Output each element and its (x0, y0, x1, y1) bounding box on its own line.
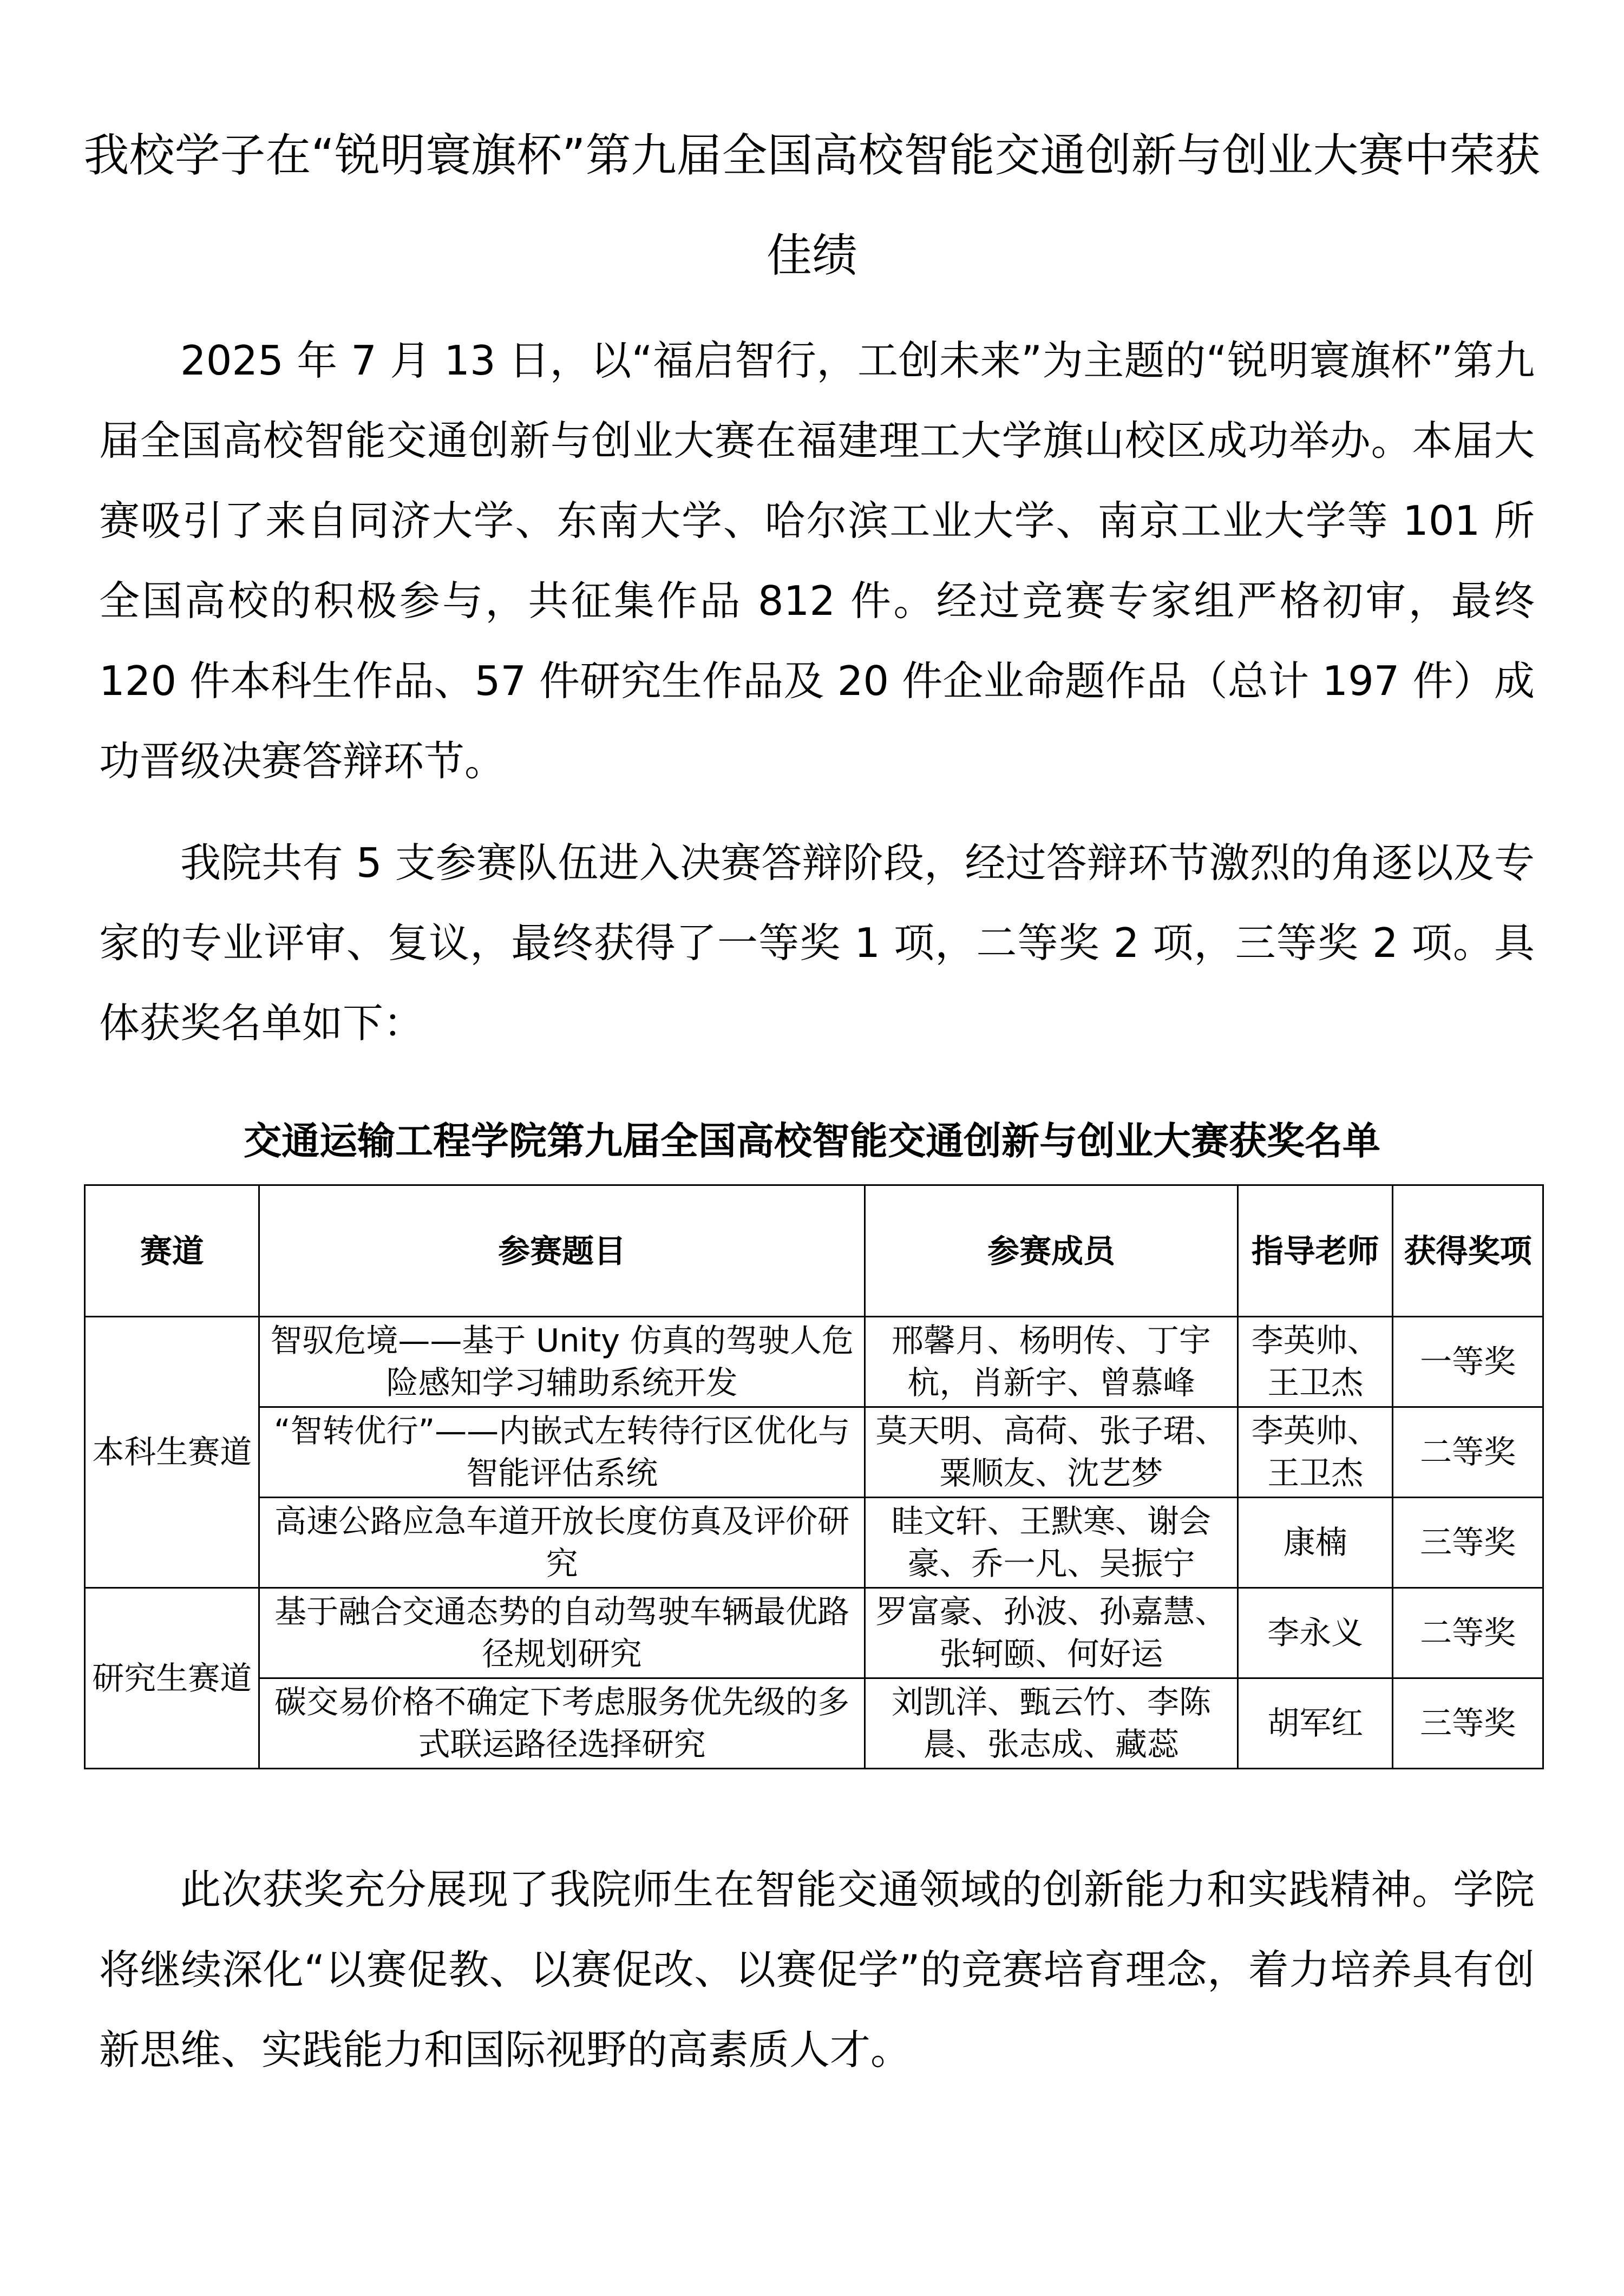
header-track: 赛道 (85, 1185, 259, 1317)
header-advisor: 指导老师 (1238, 1185, 1393, 1317)
table-row (85, 1588, 1543, 1678)
title-cell: 基于融合交通态势的自动驾驶车辆最优路径规划研究 (259, 1588, 865, 1678)
table-header-row (85, 1185, 1543, 1317)
award-cell: 三等奖 (1393, 1498, 1543, 1588)
advisor-cell: 李永义 (1238, 1588, 1393, 1678)
title-cell: “智转优行”——内嵌式左转待行区优化与智能评估系统 (259, 1407, 865, 1498)
award-cell: 三等奖 (1393, 1678, 1543, 1769)
table-row (85, 1317, 1543, 1407)
award-cell: 二等奖 (1393, 1407, 1543, 1498)
table-row (85, 1678, 1543, 1769)
header-title: 参赛题目 (259, 1185, 865, 1317)
table-row (85, 1498, 1543, 1588)
members-cell: 莫天明、高荷、张子珺、粟顺友、沈艺梦 (865, 1407, 1237, 1498)
document-title: 我校学子在“锐明寰旗杯”第九届全国高校智能交通创新与创业大赛中荣获佳绩 (83, 129, 1541, 282)
award-cell: 二等奖 (1393, 1588, 1543, 1678)
title-cell: 高速公路应急车道开放长度仿真及评价研究 (259, 1498, 865, 1588)
header-award: 获得奖项 (1393, 1185, 1543, 1317)
award-cell: 一等奖 (1393, 1317, 1543, 1407)
members-cell: 刘凯洋、甄云竹、李陈晨、张志成、藏蕊 (865, 1678, 1237, 1769)
advisor-cell: 康楠 (1238, 1498, 1393, 1588)
members-cell: 邢馨月、杨明传、丁宇杭，肖新宇、曾慕峰 (865, 1317, 1237, 1407)
track-cell-undergraduate: 本科生赛道 (85, 1317, 259, 1588)
advisor-cell: 李英帅、王卫杰 (1238, 1407, 1393, 1498)
advisor-cell: 胡军红 (1238, 1678, 1393, 1769)
title-cell: 智驭危境——基于 Unity 仿真的驾驶人危险感知学习辅助系统开发 (259, 1317, 865, 1407)
title-cell: 碳交易价格不确定下考虑服务优先级的多式联运路径选择研究 (259, 1678, 865, 1769)
table-caption: 交通运输工程学院第九届全国高校智能交通创新与创业大赛获奖名单 (244, 1119, 1380, 1163)
paragraph-conclusion: 此次获奖充分展现了我院师生在智能交通领域的创新能力和实践精神。学院将继续深化“以赛促教、以赛促改、以赛促学”的竞赛培育理念，着力培养具有创新思维、实践能力和国际视野的高素质人才。 (99, 1866, 1535, 2074)
advisor-cell: 李英帅、王卫杰 (1238, 1317, 1393, 1407)
members-cell: 罗富豪、孙波、孙嘉慧、张轲颐、何好运 (865, 1588, 1237, 1678)
members-cell: 眭文轩、王默寒、谢会豪、乔一凡、吴振宁 (865, 1498, 1237, 1588)
header-members: 参赛成员 (865, 1185, 1237, 1317)
awards-table (84, 1184, 1544, 1769)
track-cell-graduate: 研究生赛道 (85, 1588, 259, 1769)
paragraph-intro: 2025 年 7 月 13 日，以“福启智行，工创未来”为主题的“锐明寰旗杯”第九届全国高校智能交通创新与创业大赛在福建理工大学旗山校区成功举办。本届大赛吸引了来自同济大学、东南大学、哈尔滨工业大学、南京工业大学等 101 所全国高校的积极参与，共征集作品 812 件。经过竞赛专家组严格初审，最终 120 件本科生作品、57 件研究生作品及 20 件企业命题作品（总计 197 件）成功晋级决赛答辩环节。 (99, 337, 1535, 785)
table-row (85, 1407, 1543, 1498)
paragraph-results: 我院共有 5 支参赛队伍进入决赛答辩阶段，经过答辩环节激烈的角逐以及专家的专业评审、复议，最终获得了一等奖 1 项，二等奖 2 项，三等奖 2 项。具体获奖名单如下： (99, 839, 1535, 1047)
